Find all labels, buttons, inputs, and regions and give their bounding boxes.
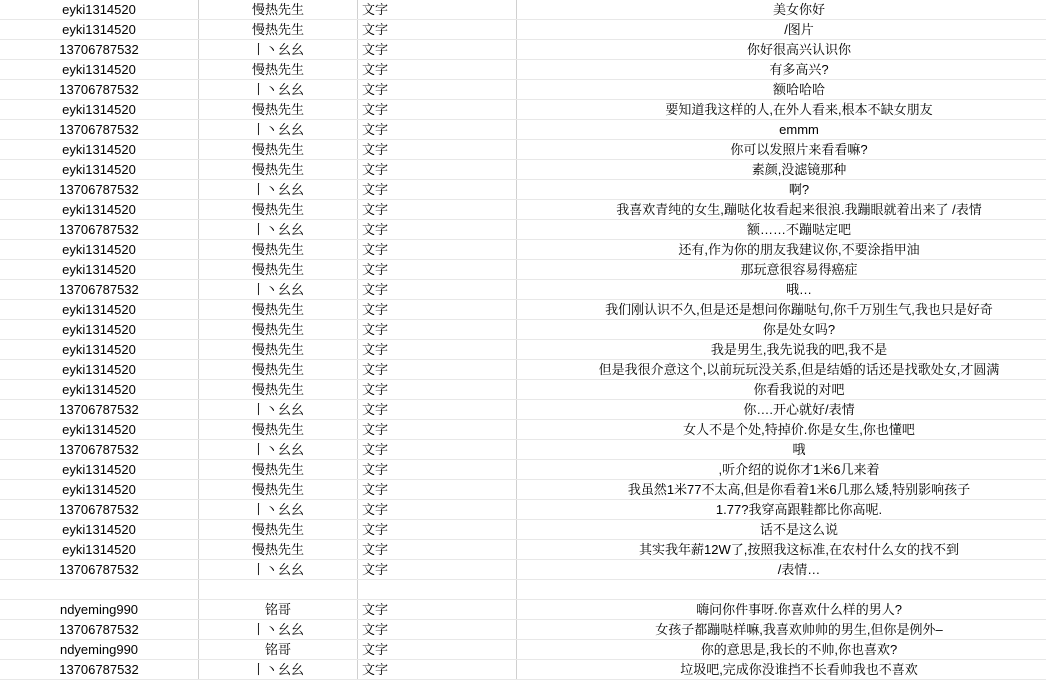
cell-msg-type[interactable]: 文字: [358, 360, 517, 380]
cell-content[interactable]: 我喜欢青纯的女生,蹦哒化妆看起来很浪.我蹦眼就着出来了 /表情: [517, 200, 1046, 220]
cell-content[interactable]: 其实我年薪12W了,按照我这标准,在农村什么女的找不到: [517, 540, 1046, 560]
cell-nickname[interactable]: 丨丶幺幺: [199, 80, 358, 100]
cell-msg-type[interactable]: 文字: [358, 480, 517, 500]
cell-account[interactable]: ndyeming990: [0, 640, 199, 660]
table-row: [0, 80, 1046, 100]
cell-msg-type[interactable]: 文字: [358, 200, 517, 220]
cell-msg-type[interactable]: 文字: [358, 140, 517, 160]
cell-account[interactable]: ndyeming990: [0, 600, 199, 620]
cell-account[interactable]: eyki1314520: [0, 520, 199, 540]
cell-content[interactable]: 那玩意很容易得癌症: [517, 260, 1046, 280]
cell-content[interactable]: 女孩子都蹦哒样嘛,我喜欢帅帅的男生,但你是例外–: [517, 620, 1046, 640]
cell-msg-type[interactable]: 文字: [358, 540, 517, 560]
table-row: [0, 100, 1046, 120]
table-row: [0, 180, 1046, 200]
cell-msg-type[interactable]: 文字: [358, 400, 517, 420]
table-row: [0, 0, 1046, 20]
table-row: [0, 60, 1046, 80]
table-row: [0, 280, 1046, 300]
table-row: [0, 440, 1046, 460]
cell-account[interactable]: eyki1314520: [0, 320, 199, 340]
table-row: [0, 220, 1046, 240]
cell-content[interactable]: 你好很高兴认识你: [517, 40, 1046, 60]
cell-account[interactable]: eyki1314520: [0, 460, 199, 480]
cell-account[interactable]: 13706787532: [0, 180, 199, 200]
cell-msg-type[interactable]: 文字: [358, 560, 517, 580]
cell-account[interactable]: eyki1314520: [0, 300, 199, 320]
cell-nickname[interactable]: 慢热先生: [199, 480, 358, 500]
table-row: [0, 340, 1046, 360]
cell-content[interactable]: ,听介绍的说你才1米6几来着: [517, 460, 1046, 480]
table-row: [0, 360, 1046, 380]
cell-nickname[interactable]: 慢热先生: [199, 200, 358, 220]
cell-nickname[interactable]: 铭哥: [199, 640, 358, 660]
cell-nickname[interactable]: 丨丶幺幺: [199, 660, 358, 680]
cell-nickname[interactable]: 慢热先生: [199, 320, 358, 340]
cell-account[interactable]: eyki1314520: [0, 100, 199, 120]
cell-account[interactable]: eyki1314520: [0, 0, 199, 20]
cell-content[interactable]: 我是男生,我先说我的吧,我不是: [517, 340, 1046, 360]
cell-msg-type[interactable]: 文字: [358, 660, 517, 680]
cell-nickname[interactable]: 丨丶幺幺: [199, 120, 358, 140]
table-row: [0, 140, 1046, 160]
table-row: [0, 320, 1046, 340]
cell-nickname[interactable]: 慢热先生: [199, 100, 358, 120]
cell-nickname[interactable]: 慢热先生: [199, 360, 358, 380]
cell-content[interactable]: 额……不蹦哒定吧: [517, 220, 1046, 240]
cell-account[interactable]: eyki1314520: [0, 360, 199, 380]
cell-nickname[interactable]: 丨丶幺幺: [199, 400, 358, 420]
cell-msg-type[interactable]: 文字: [358, 160, 517, 180]
table-row: [0, 160, 1046, 180]
cell-account[interactable]: 13706787532: [0, 400, 199, 420]
cell-nickname[interactable]: 慢热先生: [199, 0, 358, 20]
table-row: [0, 540, 1046, 560]
cell-account[interactable]: 13706787532: [0, 620, 199, 640]
cell-content[interactable]: 你看我说的对吧: [517, 380, 1046, 400]
table-row: [0, 300, 1046, 320]
cell-content[interactable]: 你的意思是,我长的不帅,你也喜欢?: [517, 640, 1046, 660]
cell-account[interactable]: eyki1314520: [0, 380, 199, 400]
table-row: [0, 380, 1046, 400]
cell-content[interactable]: /图片: [517, 20, 1046, 40]
cell-account[interactable]: eyki1314520: [0, 420, 199, 440]
cell-content[interactable]: 话不是这么说: [517, 520, 1046, 540]
cell-content[interactable]: 我们刚认识不久,但是还是想问你蹦哒句,你千万别生气,我也只是好奇: [517, 300, 1046, 320]
table-row: [0, 260, 1046, 280]
cell-msg-type[interactable]: 文字: [358, 320, 517, 340]
cell-content[interactable]: 要知道我这样的人,在外人看来,根本不缺女朋友: [517, 100, 1046, 120]
cell-account[interactable]: 13706787532: [0, 500, 199, 520]
cell-nickname[interactable]: 丨丶幺幺: [199, 280, 358, 300]
cell-content[interactable]: 有多高兴?: [517, 60, 1046, 80]
cell-msg-type[interactable]: 文字: [358, 600, 517, 620]
cell-msg-type[interactable]: 文字: [358, 380, 517, 400]
cell-content[interactable]: 女人不是个处,特掉价.你是女生,你也懂吧: [517, 420, 1046, 440]
cell-msg-type[interactable]: [358, 580, 517, 600]
table-row: [0, 640, 1046, 660]
cell-msg-type[interactable]: 文字: [358, 620, 517, 640]
cell-nickname[interactable]: 慢热先生: [199, 260, 358, 280]
table-row-separator: [0, 580, 1046, 600]
cell-msg-type[interactable]: 文字: [358, 340, 517, 360]
cell-msg-type[interactable]: 文字: [358, 220, 517, 240]
table-row: [0, 420, 1046, 440]
cell-nickname[interactable]: 丨丶幺幺: [199, 560, 358, 580]
table-row: [0, 600, 1046, 620]
cell-nickname[interactable]: 铭哥: [199, 600, 358, 620]
cell-nickname[interactable]: 慢热先生: [199, 380, 358, 400]
table-row: [0, 40, 1046, 60]
cell-content[interactable]: 素颜,没滤镜那种: [517, 160, 1046, 180]
cell-msg-type[interactable]: 文字: [358, 240, 517, 260]
cell-content[interactable]: 垃圾吧,完成你没谁挡不长看帅我也不喜欢: [517, 660, 1046, 680]
table-row: [0, 660, 1046, 680]
cell-content[interactable]: 1.77?我穿高跟鞋都比你高呢.: [517, 500, 1046, 520]
cell-msg-type[interactable]: 文字: [358, 440, 517, 460]
cell-msg-type[interactable]: 文字: [358, 280, 517, 300]
cell-nickname[interactable]: 慢热先生: [199, 60, 358, 80]
cell-msg-type[interactable]: 文字: [358, 40, 517, 60]
cell-nickname[interactable]: 丨丶幺幺: [199, 40, 358, 60]
cell-content[interactable]: 你….开心就好/表情: [517, 400, 1046, 420]
cell-nickname[interactable]: 慢热先生: [199, 460, 358, 480]
cell-nickname[interactable]: 丨丶幺幺: [199, 220, 358, 240]
table-row: [0, 120, 1046, 140]
cell-account[interactable]: eyki1314520: [0, 240, 199, 260]
cell-account[interactable]: 13706787532: [0, 80, 199, 100]
cell-content[interactable]: 我虽然1米77不太高,但是你看着1米6几那么矮,特别影响孩子: [517, 480, 1046, 500]
cell-msg-type[interactable]: 文字: [358, 500, 517, 520]
table-row: [0, 200, 1046, 220]
cell-msg-type[interactable]: 文字: [358, 0, 517, 20]
cell-account[interactable]: 13706787532: [0, 220, 199, 240]
cell-nickname[interactable]: 丨丶幺幺: [199, 500, 358, 520]
cell-nickname[interactable]: [199, 580, 358, 600]
cell-content[interactable]: 啊?: [517, 180, 1046, 200]
table-row: [0, 620, 1046, 640]
cell-nickname[interactable]: 慢热先生: [199, 20, 358, 40]
table-row: [0, 500, 1046, 520]
table-row: [0, 460, 1046, 480]
cell-content[interactable]: 你是处女吗?: [517, 320, 1046, 340]
cell-msg-type[interactable]: 文字: [358, 520, 517, 540]
table-row: [0, 480, 1046, 500]
table-row: [0, 520, 1046, 540]
cell-account[interactable]: eyki1314520: [0, 340, 199, 360]
cell-nickname[interactable]: 慢热先生: [199, 340, 358, 360]
cell-content[interactable]: 美女你好: [517, 0, 1046, 20]
cell-account[interactable]: eyki1314520: [0, 20, 199, 40]
cell-content[interactable]: emmm: [517, 120, 1046, 140]
cell-content[interactable]: 嗨问你件事呀.你喜欢什么样的男人?: [517, 600, 1046, 620]
cell-account[interactable]: eyki1314520: [0, 160, 199, 180]
cell-msg-type[interactable]: 文字: [358, 20, 517, 40]
cell-msg-type[interactable]: 文字: [358, 120, 517, 140]
cell-content[interactable]: 哦…: [517, 280, 1046, 300]
cell-account[interactable]: eyki1314520: [0, 200, 199, 220]
cell-nickname[interactable]: 慢热先生: [199, 520, 358, 540]
cell-nickname[interactable]: 慢热先生: [199, 140, 358, 160]
cell-content[interactable]: 哦: [517, 440, 1046, 460]
cell-nickname[interactable]: 丨丶幺幺: [199, 440, 358, 460]
cell-nickname[interactable]: 慢热先生: [199, 420, 358, 440]
cell-nickname[interactable]: 慢热先生: [199, 540, 358, 560]
cell-content[interactable]: [517, 580, 1046, 600]
cell-msg-type[interactable]: 文字: [358, 460, 517, 480]
cell-content[interactable]: 额哈哈哈: [517, 80, 1046, 100]
table-row: [0, 560, 1046, 580]
cell-account[interactable]: [0, 580, 199, 600]
cell-msg-type[interactable]: 文字: [358, 180, 517, 200]
cell-msg-type[interactable]: 文字: [358, 640, 517, 660]
cell-account[interactable]: eyki1314520: [0, 260, 199, 280]
cell-msg-type[interactable]: 文字: [358, 60, 517, 80]
cell-account[interactable]: 13706787532: [0, 440, 199, 460]
cell-account[interactable]: eyki1314520: [0, 540, 199, 560]
cell-msg-type[interactable]: 文字: [358, 420, 517, 440]
cell-nickname[interactable]: 慢热先生: [199, 160, 358, 180]
cell-account[interactable]: 13706787532: [0, 660, 199, 680]
table-row: [0, 20, 1046, 40]
table-row: [0, 400, 1046, 420]
cell-msg-type[interactable]: 文字: [358, 300, 517, 320]
cell-nickname[interactable]: 慢热先生: [199, 240, 358, 260]
cell-content[interactable]: 还有,作为你的朋友我建议你,不要涂指甲油: [517, 240, 1046, 260]
cell-msg-type[interactable]: 文字: [358, 80, 517, 100]
table-row: [0, 240, 1046, 260]
cell-account[interactable]: 13706787532: [0, 560, 199, 580]
cell-content[interactable]: 但是我很介意这个,以前玩玩没关系,但是结婚的话还是找歌处女,才圆满: [517, 360, 1046, 380]
cell-account[interactable]: eyki1314520: [0, 140, 199, 160]
cell-account[interactable]: 13706787532: [0, 280, 199, 300]
cell-content[interactable]: 你可以发照片来看看嘛?: [517, 140, 1046, 160]
cell-nickname[interactable]: 慢热先生: [199, 300, 358, 320]
cell-nickname[interactable]: 丨丶幺幺: [199, 620, 358, 640]
cell-account[interactable]: 13706787532: [0, 40, 199, 60]
cell-nickname[interactable]: 丨丶幺幺: [199, 180, 358, 200]
cell-msg-type[interactable]: 文字: [358, 100, 517, 120]
cell-account[interactable]: eyki1314520: [0, 60, 199, 80]
cell-account[interactable]: 13706787532: [0, 120, 199, 140]
cell-account[interactable]: eyki1314520: [0, 480, 199, 500]
cell-msg-type[interactable]: 文字: [358, 260, 517, 280]
cell-content[interactable]: /表情…: [517, 560, 1046, 580]
